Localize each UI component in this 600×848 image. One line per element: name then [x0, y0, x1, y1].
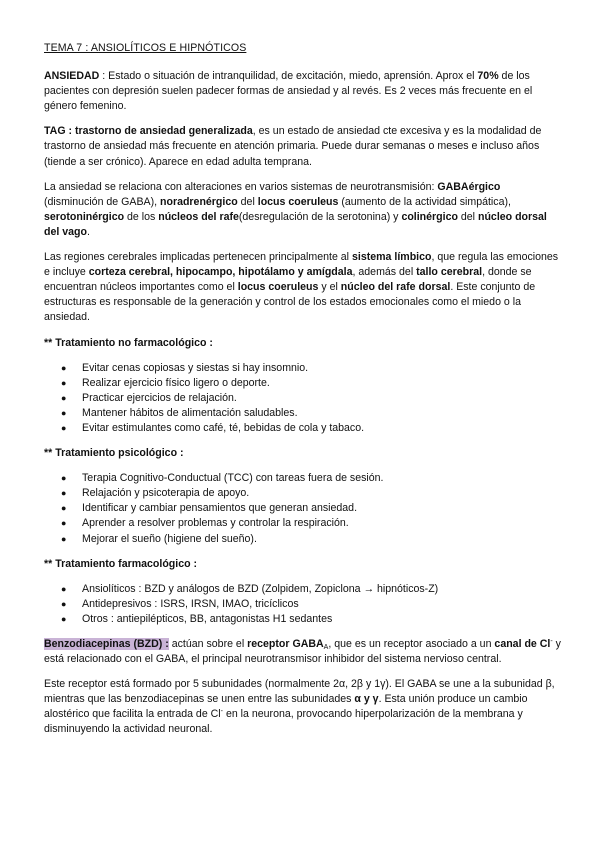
- bullet-icon: ●: [61, 613, 67, 624]
- bullet-icon: ●: [61, 392, 67, 403]
- text: . Este conjunto de estructuras es responsable de la generación y control de los estados emocionales como el miedo o la ansiedad.: [44, 281, 536, 324]
- term-tag: TAG : trastorno de ansiedad generalizada: [44, 125, 253, 138]
- term: receptor GABA: [247, 638, 324, 650]
- text: del: [457, 210, 478, 223]
- percent-value: 70%: [477, 70, 499, 83]
- list-item-text: Antidepresivos : ISRS, IRSN, IMAO, tricíclicos: [82, 597, 299, 610]
- subscript: A: [323, 644, 329, 651]
- term: colinérgico: [401, 210, 458, 223]
- bullet-icon: ●: [61, 518, 67, 529]
- heading-tratamiento-farmacologico: ** Tratamiento farmacológico :: [44, 557, 198, 570]
- term: tallo cerebral: [416, 266, 483, 279]
- bullet-icon: ●: [61, 503, 67, 514]
- bullet-icon: ●: [61, 488, 67, 499]
- list-item-text: Terapia Cognitivo-Conductual (TCC) con tareas fuera de sesión.: [82, 472, 384, 485]
- list-tratamiento-no-farmacologico: [44, 361, 562, 436]
- list-item: [44, 516, 562, 531]
- term: GABAérgico: [437, 180, 501, 193]
- text: de los pacientes con depresión suelen padecer formas de ansiedad y al revés. Es 2 veces más frecuente en el género femenino.: [44, 70, 533, 113]
- list-item-text: Identificar y cambiar pensamientos que generan ansiedad.: [82, 502, 358, 515]
- list-item-text: Aprender a resolver problemas y controlar la respiración.: [82, 517, 349, 530]
- list-item: [44, 471, 562, 486]
- term: canal de Cl: [494, 638, 551, 650]
- list-item: [44, 582, 562, 597]
- text: y el: [318, 281, 341, 294]
- term-ansiedad: ANSIEDAD: [44, 70, 100, 83]
- list-tratamiento-farmacologico: [44, 582, 562, 627]
- bullet-icon: ●: [61, 598, 67, 609]
- document-page: [44, 41, 562, 748]
- list-item: [44, 612, 562, 627]
- list-item: [44, 391, 562, 406]
- list-item: [44, 501, 562, 516]
- term: locus coeruleus: [257, 195, 339, 208]
- list-item: [44, 406, 562, 421]
- text: , que es un receptor asociado a un: [328, 638, 495, 650]
- paragraph-benzodiacepinas: [44, 637, 562, 667]
- list-item-text: Mantener hábitos de alimentación saludables.: [82, 406, 298, 419]
- list-item-text: Realizar ejercicio físico ligero o deporte.: [82, 376, 270, 389]
- list-item: [44, 376, 562, 391]
- text: La ansiedad se relaciona con alteraciones en varios sistemas de neurotransmisión:: [44, 180, 438, 193]
- heading-tratamiento-psicologico: ** Tratamiento psicológico :: [44, 447, 184, 460]
- superscript: -: [550, 638, 553, 645]
- list-item: [44, 421, 562, 436]
- term: α y γ: [354, 693, 379, 706]
- bullet-icon: ●: [61, 473, 67, 484]
- text: de los: [124, 210, 159, 223]
- list-item-text: Ansiolíticos : BZD y análogos de BZD (Zolpidem, Zopiclona → hipnóticos-Z): [82, 582, 439, 595]
- text: (disminución de GABA),: [44, 195, 160, 208]
- list-tratamiento-psicologico: [44, 471, 562, 546]
- term: núcleos del rafe: [158, 210, 239, 223]
- list-item-text: Relajación y psicoterapia de apoyo.: [82, 487, 250, 500]
- list-item-text: Otros : antiepilépticos, BB, antagonistas H1 sedantes: [82, 612, 333, 625]
- bullet-icon: ●: [61, 533, 67, 544]
- paragraph-receptor: [44, 677, 562, 737]
- text: : Estado o situación de intranquilidad, de excitación, miedo, aprensión. Aprox el: [99, 70, 478, 83]
- text: . Esta unión produce un cambio alostérico que facilita la entrada de Cl: [44, 693, 528, 721]
- term: núcleo dorsal del vago: [44, 210, 547, 238]
- text: actúan sobre el: [168, 638, 248, 650]
- bullet-icon: ●: [61, 583, 67, 594]
- text: , que regula las emociones e incluye: [44, 251, 559, 279]
- text: y está relacionado con el GABA, el principal neurotransmisor inhibidor del sistema nervioso central.: [44, 638, 561, 666]
- list-item-text: Evitar cenas copiosas y siestas si hay insomnio.: [82, 361, 309, 374]
- paragraph-tag: [44, 124, 562, 169]
- document-title: TEMA 7 : ANSIOLÍTICOS E HIPNÓTICOS: [44, 42, 247, 54]
- bullet-icon: ●: [61, 362, 67, 373]
- term: serotoninérgico: [44, 210, 125, 223]
- bullet-icon: ●: [61, 377, 67, 388]
- superscript: -: [220, 708, 224, 716]
- bullet-icon: ●: [61, 407, 67, 418]
- text: Las regiones cerebrales implicadas pertenecen principalmente al: [44, 251, 352, 264]
- term: sistema límbico: [351, 251, 432, 264]
- term: corteza cerebral, hipocampo, hipotálamo y amígdala: [88, 266, 353, 279]
- paragraph-regiones: [44, 250, 562, 325]
- text: .: [86, 225, 90, 238]
- list-item-text: Practicar ejercicios de relajación.: [82, 391, 237, 404]
- bullet-icon: ●: [61, 422, 67, 433]
- text: en la neurona, provocando hiperpolarización de la membrana y disminuyendo la actividad neuronal.: [44, 708, 523, 736]
- term: núcleo del rafe dorsal: [340, 281, 451, 294]
- text: Este receptor está formado por 5 subunidades (normalmente 2α, 2β y 1γ). El GABA se une a la subunidad β, mientras que las benzodiacepinas se unen entre las subunidades: [44, 678, 555, 706]
- text: , además del: [352, 266, 417, 279]
- list-item-text: Mejorar el sueño (higiene del sueño).: [82, 532, 257, 545]
- list-item: [44, 532, 562, 547]
- list-item: [44, 597, 562, 612]
- list-item-text: Evitar estimulantes como café, té, bebidas de cola y tabaco.: [82, 421, 365, 434]
- text: (desregulación de la serotonina) y: [238, 210, 402, 223]
- paragraph-neurotransmision: [44, 180, 562, 240]
- term-benzodiacepinas-highlight: Benzodiacepinas (BZD) :: [44, 638, 169, 650]
- term: locus coeruleus: [237, 281, 319, 294]
- paragraph-ansiedad: [44, 69, 562, 114]
- text: , donde se encuentran núcleos importantes como el: [44, 266, 532, 294]
- list-item: [44, 361, 562, 376]
- text: , es un estado de ansiedad cte excesiva y es la modalidad de trastorno de ansiedad más frecuente en atención primaria. Puede durar semanas o meses e incluso años (tiende a ser crónico). Aparece en edad adulta temprana.: [44, 125, 542, 168]
- term: noradrenérgico: [160, 195, 238, 208]
- heading-tratamiento-no-farmacologico: ** Tratamiento no farmacológico :: [44, 336, 213, 349]
- text: del: [237, 195, 258, 208]
- text: (aumento de la actividad simpática),: [338, 195, 511, 208]
- list-item: [44, 486, 562, 501]
